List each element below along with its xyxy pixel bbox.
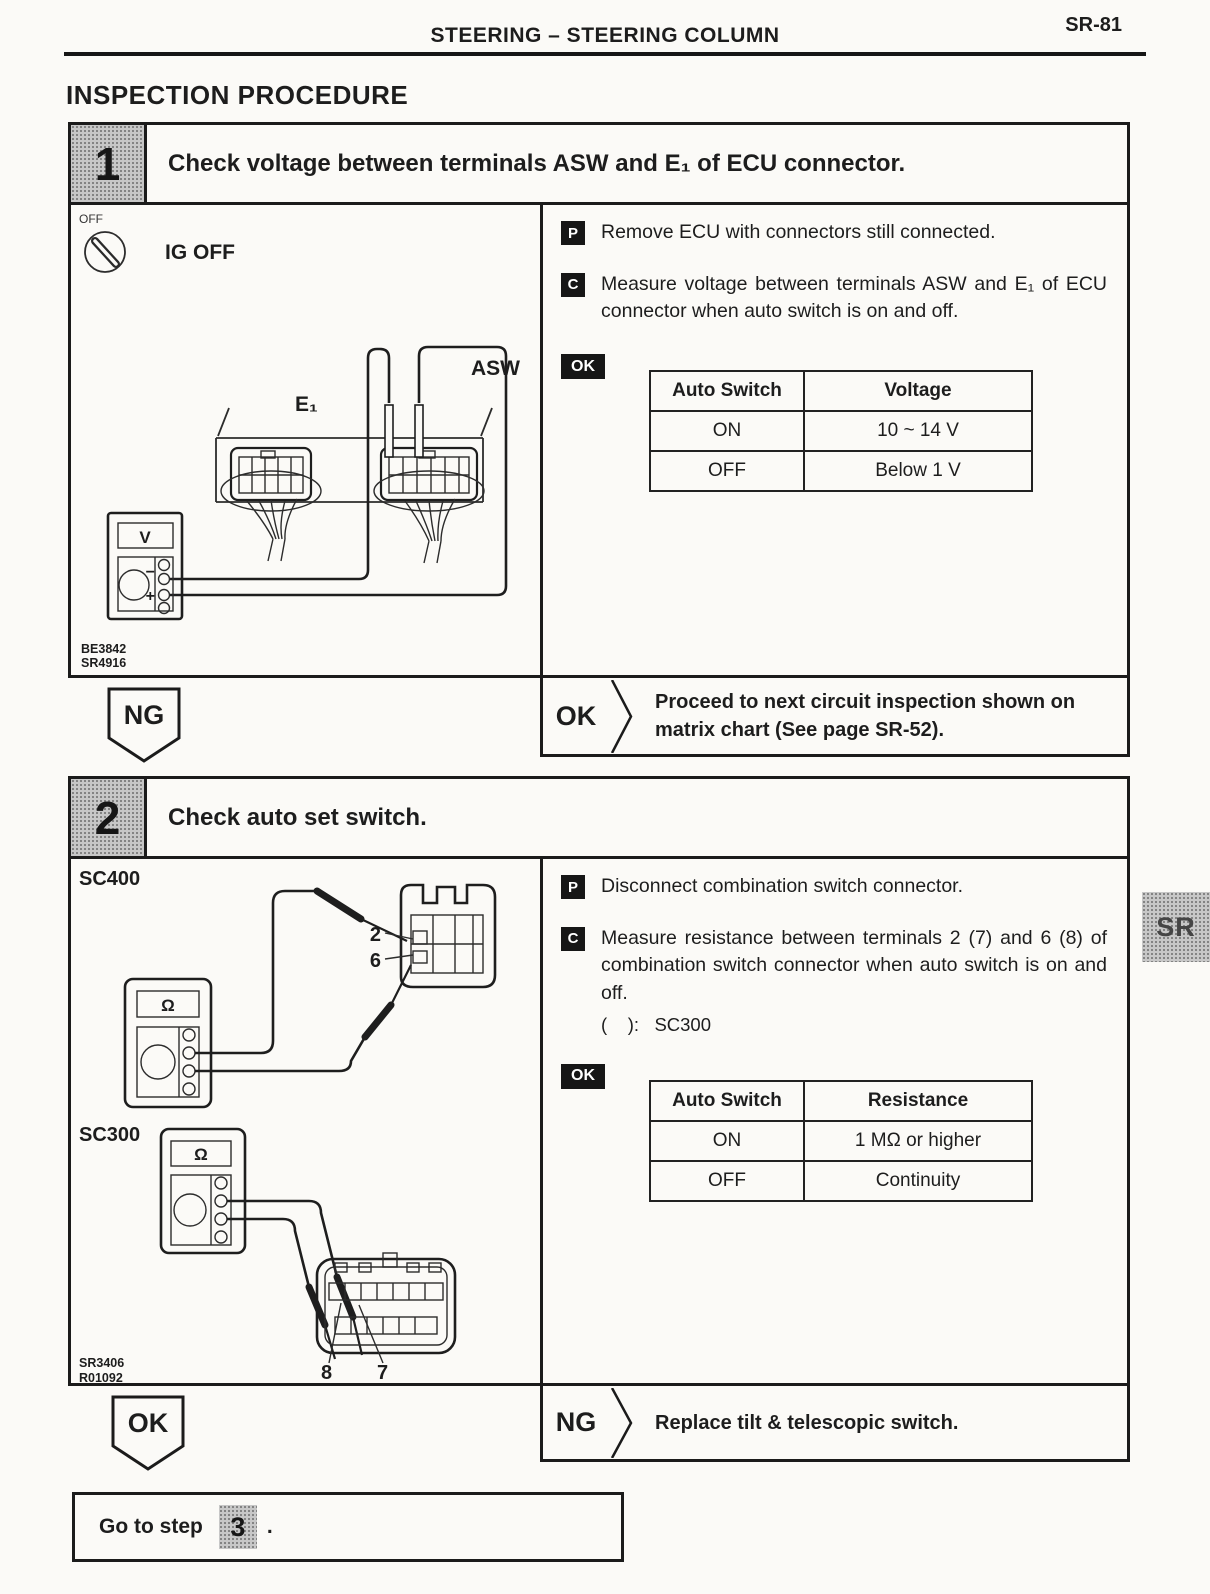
table-header-cell: Voltage bbox=[804, 371, 1032, 411]
step1-result-row bbox=[561, 354, 1107, 492]
step2-prepare-row bbox=[561, 873, 1107, 901]
ecu-connector-e1 bbox=[221, 448, 321, 561]
go-to-step-text: Go to step bbox=[99, 1515, 203, 1538]
step2-text-cell bbox=[543, 859, 1127, 1383]
table-cell: 10 ~ 14 V bbox=[804, 411, 1032, 451]
step1-ok-action bbox=[540, 678, 1130, 757]
sc400-connector bbox=[385, 885, 495, 987]
table-row bbox=[650, 451, 1032, 491]
ok-badge: OK bbox=[561, 354, 605, 379]
step1-text-cell bbox=[543, 205, 1127, 675]
step2-check-text: Measure resistance between terminals 2 (7) and 6 (8) of combination switch connector when auto switch is on and off. bbox=[601, 926, 1107, 1005]
step2-circuit-diagram bbox=[71, 859, 540, 1383]
chevron-right-icon bbox=[609, 1388, 635, 1458]
step1-spec-table bbox=[649, 370, 1033, 492]
section-tab: SR bbox=[1142, 892, 1210, 962]
voltmeter bbox=[108, 513, 182, 619]
step2-diagram-cell bbox=[71, 859, 543, 1383]
step2-titlebar bbox=[71, 779, 1127, 859]
table-cell: ON bbox=[650, 411, 804, 451]
ok-flow-label: OK bbox=[555, 700, 597, 731]
go-to-step-box bbox=[72, 1492, 624, 1562]
table-cell: OFF bbox=[650, 451, 804, 491]
ecu-connector-asw bbox=[374, 448, 484, 563]
terminal-6-label: 6 bbox=[369, 950, 381, 972]
probe-needle bbox=[353, 1317, 362, 1355]
step2-prepare-text: Disconnect combination switch connector. bbox=[601, 875, 964, 897]
test-probe bbox=[415, 405, 423, 457]
section-title: STEERING – STEERING COLUMN bbox=[430, 24, 780, 47]
step-ref-badge: 3 bbox=[219, 1505, 257, 1549]
figure-code: R01092 bbox=[79, 1371, 123, 1383]
check-badge: C bbox=[561, 927, 585, 951]
footer-period: . bbox=[266, 1515, 273, 1538]
plus-sign: + bbox=[145, 588, 155, 605]
header-rule bbox=[64, 52, 1146, 56]
terminal-2-label: 2 bbox=[369, 924, 381, 946]
check-badge: C bbox=[561, 273, 585, 297]
step2-ok-marker bbox=[110, 1394, 186, 1472]
step2-spec-table bbox=[649, 1080, 1033, 1202]
page-title: INSPECTION PROCEDURE bbox=[66, 80, 409, 110]
table-row bbox=[650, 1161, 1032, 1201]
prepare-badge: P bbox=[561, 875, 585, 899]
step2-check-row bbox=[561, 925, 1107, 1036]
table-row bbox=[650, 411, 1032, 451]
table-cell: ON bbox=[650, 1121, 804, 1161]
step1-prepare-row bbox=[561, 219, 1107, 247]
step1-check-row bbox=[561, 271, 1107, 326]
table-header-cell: Auto Switch bbox=[650, 371, 804, 411]
test-probe bbox=[317, 891, 361, 919]
figure-code: SR3406 bbox=[79, 1356, 125, 1370]
table-cell: OFF bbox=[650, 1161, 804, 1201]
meter-wire-positive bbox=[170, 347, 506, 595]
page-number: SR-81 bbox=[1065, 14, 1122, 36]
prepare-badge: P bbox=[561, 221, 585, 245]
step1-title: Check voltage between terminals ASW and E₁ of ECU connector. bbox=[168, 149, 906, 177]
ignition-key-icon bbox=[85, 232, 125, 272]
meter-wire bbox=[195, 891, 317, 1053]
connector-name-label: SC400 bbox=[79, 868, 141, 890]
ecu-box bbox=[216, 408, 492, 502]
ok-label: OK bbox=[127, 1408, 169, 1438]
step2-result-row bbox=[561, 1064, 1107, 1202]
step2-box bbox=[68, 776, 1130, 1386]
terminal-asw-label: ASW bbox=[471, 357, 520, 380]
table-row bbox=[650, 1121, 1032, 1161]
step1-ok-action-text: Proceed to next circuit inspection shown on matrix chart (See page SR-52). bbox=[655, 691, 1076, 741]
figure-code: SR4916 bbox=[81, 656, 127, 670]
step1-box bbox=[68, 122, 1130, 678]
terminal-e1-label: E₁ bbox=[295, 393, 318, 416]
table-cell: Below 1 V bbox=[804, 451, 1032, 491]
ng-flow-label: NG bbox=[555, 1407, 597, 1437]
test-probe bbox=[385, 405, 393, 457]
chevron-right-icon bbox=[609, 680, 635, 753]
step1-prepare-text: Remove ECU with connectors still connected. bbox=[601, 221, 996, 243]
step2-ng-action-text: Replace tilt & telescopic switch. bbox=[655, 1411, 959, 1434]
terminal-8-label: 8 bbox=[321, 1362, 333, 1383]
step1-diagram-cell bbox=[71, 205, 543, 675]
step2-check-note: ( ): SC300 bbox=[601, 1013, 712, 1035]
step1-circuit-diagram bbox=[71, 205, 540, 675]
table-header-cell: Auto Switch bbox=[650, 1081, 804, 1121]
ignition-state-label: IG OFF bbox=[165, 241, 235, 264]
step2-number-badge: 2 bbox=[71, 779, 147, 856]
ohmmeter bbox=[125, 979, 211, 1107]
key-position-label: OFF bbox=[79, 212, 103, 226]
ohmmeter bbox=[161, 1129, 245, 1253]
sc300-connector bbox=[317, 1253, 455, 1363]
step1-titlebar bbox=[71, 125, 1127, 205]
ng-label: NG bbox=[123, 700, 165, 730]
ohmmeter-mode-label: Ω bbox=[161, 996, 175, 1015]
terminal-7-label: 7 bbox=[377, 1362, 389, 1383]
figure-code: BE3842 bbox=[81, 642, 127, 656]
step1-ng-marker bbox=[106, 686, 182, 764]
ohmmeter-mode-label: Ω bbox=[194, 1145, 208, 1164]
step2-title: Check auto set switch. bbox=[168, 803, 427, 831]
connector-name-label: SC300 bbox=[79, 1124, 141, 1146]
voltmeter-mode-label: V bbox=[139, 528, 151, 547]
minus-sign: − bbox=[145, 564, 155, 581]
step1-number-badge: 1 bbox=[71, 125, 147, 202]
step2-ng-action bbox=[540, 1386, 1130, 1462]
ok-badge: OK bbox=[561, 1064, 605, 1089]
table-cell: Continuity bbox=[804, 1161, 1032, 1201]
table-header-cell: Resistance bbox=[804, 1081, 1032, 1121]
test-probe bbox=[365, 1005, 391, 1037]
table-cell: 1 MΩ or higher bbox=[804, 1121, 1032, 1161]
step1-check-text: Measure voltage between terminals ASW and E₁ of ECU connector when auto switch is on and off. bbox=[601, 272, 1107, 323]
meter-wire-negative bbox=[170, 349, 389, 579]
